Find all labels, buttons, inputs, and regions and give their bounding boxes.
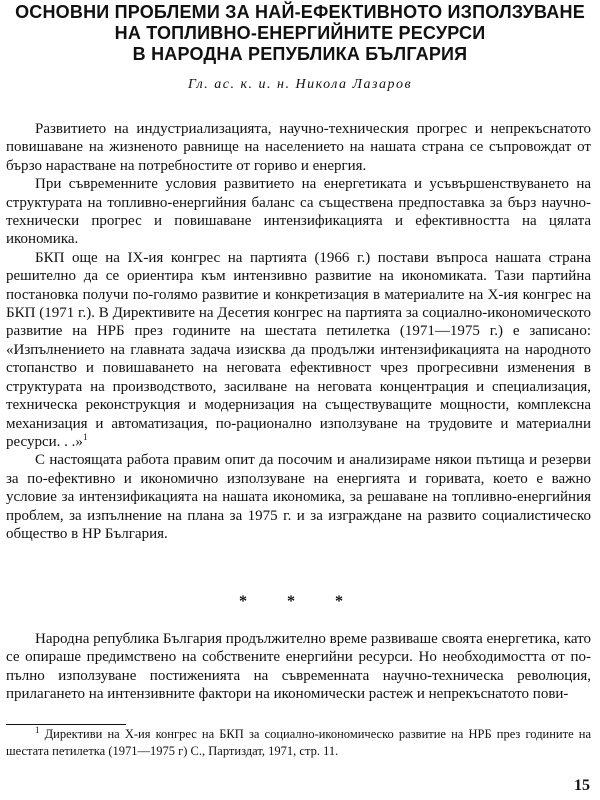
title-line-3: В НАРОДНА РЕПУБЛИКА БЪЛГАРИЯ [132, 44, 468, 64]
section-separator: * * * [239, 593, 361, 610]
article-body [6, 120, 591, 543]
page-number: 15 [574, 777, 590, 794]
title-line-1: ОСНОВНИ ПРОБЛЕМИ ЗА НАЙ-ЕФЕКТИВНОТО ИЗПОЛЗУВАНЕ [15, 2, 585, 22]
paragraph-5: Народна република България продължително време развиваше своята енергетика, като се опираше предимствено на собствените енергийни ресурси. Но необходимостта от по-пълно използуване постиженията на съвременната научно-техническа революция, прилагането на интензивните фактори на икономически растеж и непрекъснатото пови- [6, 631, 591, 703]
footnote-text: Директиви на X-ия конгрес на БКП за социално-икономическо развитие на НРБ през годините на шестата петилетка (1971—1975 г) С., Партиздат, 1971, стр. 11. [6, 727, 592, 758]
footnote-reference: 1 [82, 431, 88, 442]
footnote-marker: 1 [35, 724, 40, 735]
paragraph-1: Развитието на индустриализацията, научно-техническия прогрес и непрекъснатото повишаване на жизненото равнище на населението на нашата страна се съпровождат от бързо нарастване на потребностите от гориво и енергия. [6, 121, 591, 174]
paragraph-4: С настоящата работа правим опит да посочим и анализираме някои пътища и резерви за по-ефективно и икономично използуване на енергията и горивата, което е важно условие за интензификацията на нашата икономика, за решаване на топливно-енергийния проблем, за изпълнение на плана за 1975 г. и за изграждане на развито социалистическо общество в НР България. [6, 452, 591, 542]
article-body-continued [6, 630, 591, 704]
paragraph-3 [6, 249, 591, 451]
paragraph-3-text: БКП още на IX-ия конгрес на партията (1966 г.) постави въпроса нашата страна решително да се ориентира към интензивно развитие на икономиката. Тази партийна постановка получи по-голямо развитие и конкретизация в материалите на X-ия конгрес на БКП (1971 г.). В Директивите на Десетия конгрес на партията за социално-икономическото развитие на НРБ през годините на шестата петилетка (1971—1975 г.) е записано: «Изпълнението на главната задача изисква да продължи интензификацията на народното стопанство и повишаването на неговата ефективност чрез прогресивни изменения в структурата на производството, засилване на неговата концентрация и специализация, техническа реконструкция и модернизация на съществуващите мощности, комплексна механизация и автоматизация, по-рационално използуване на трудовите и материални ресурси. . .» [6, 249, 591, 450]
footnote-rule [6, 724, 126, 725]
paragraph-2: При съвременните условия развитието на енергетиката и усъвършенствуването на структурата на топливно-енергийния баланс са съществена предпоставка за бърз научно-технически прогрес и повишаване интензификацията и ефективността на цялата икономика. [6, 176, 591, 248]
footnote [6, 726, 591, 760]
title-line-2: НА ТОПЛИВНО-ЕНЕРГИЙНИТЕ РЕСУРСИ [114, 23, 486, 43]
article-title [6, 2, 594, 65]
author-line: Гл. ас. к. и. н. Никола Лазаров [187, 77, 413, 92]
